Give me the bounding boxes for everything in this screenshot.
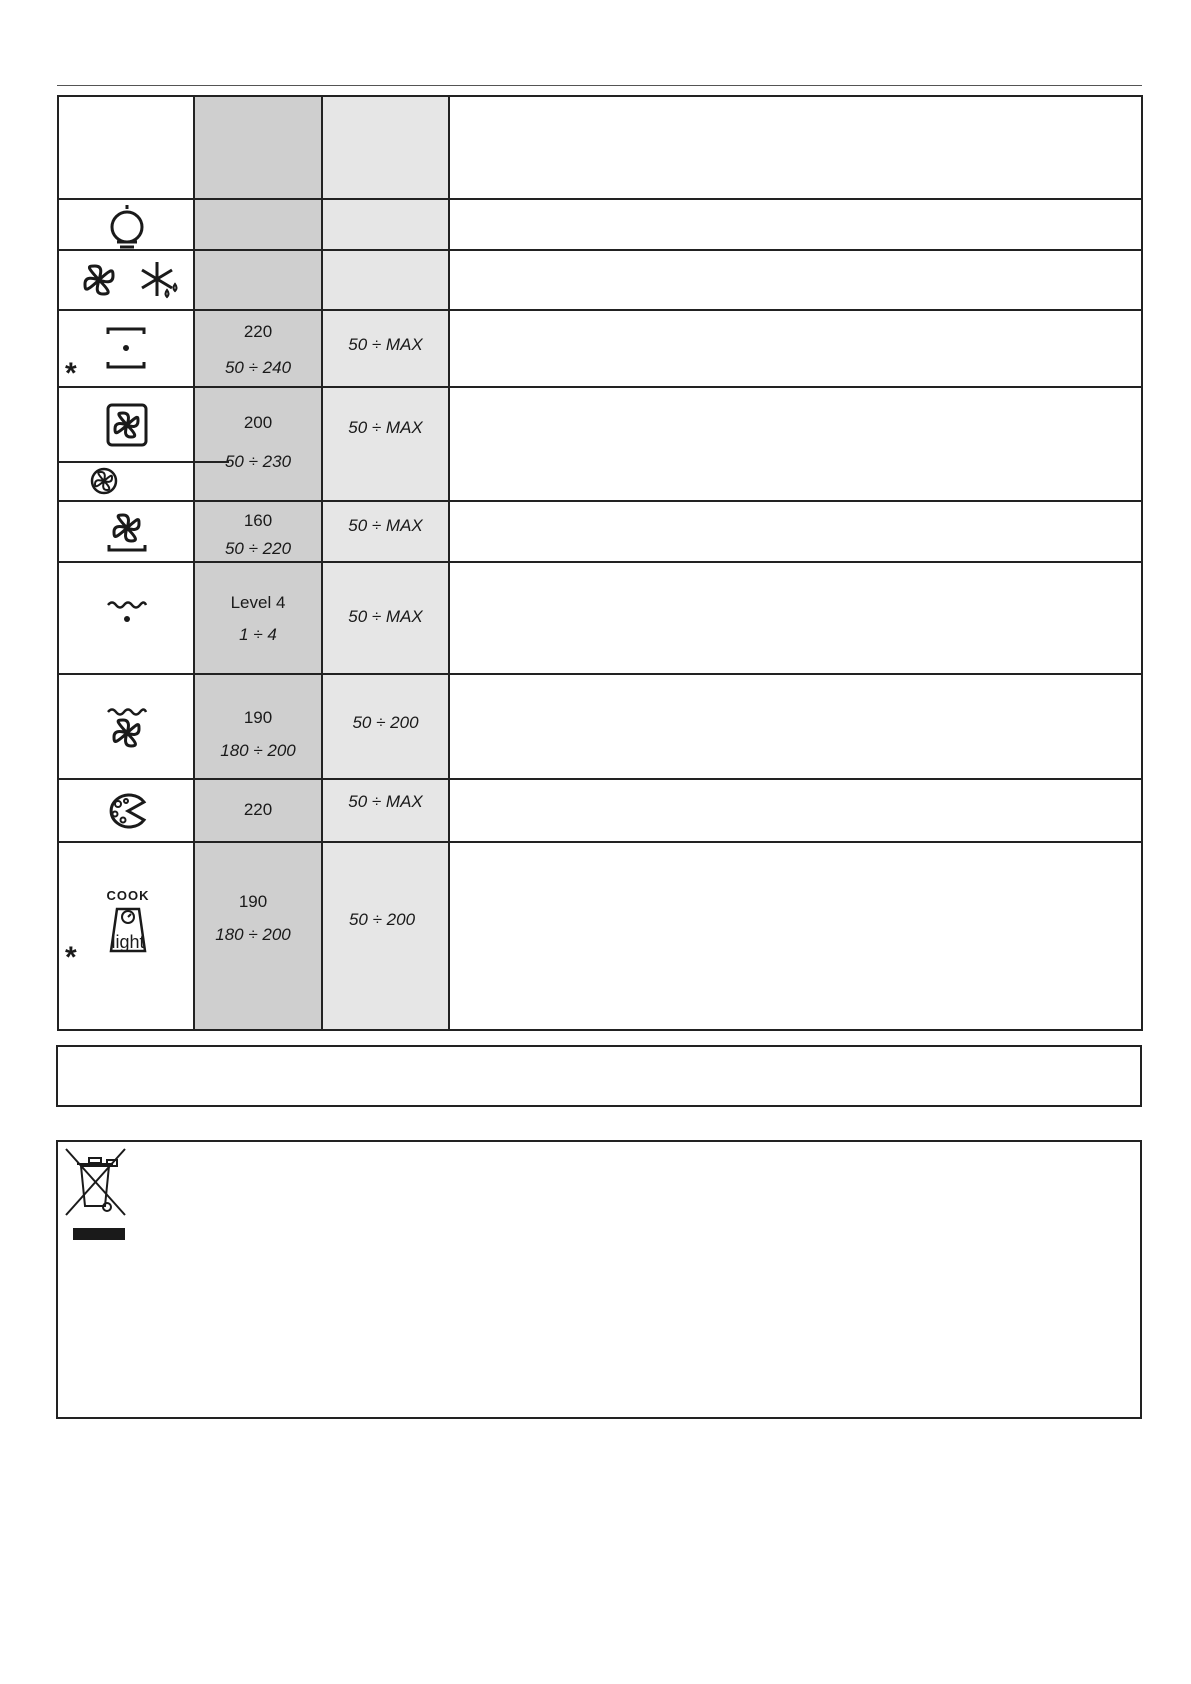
- temp-default: 220: [243, 800, 273, 819]
- temp-default: 200: [243, 413, 273, 432]
- temp-range: 1 ÷ 4: [239, 625, 277, 644]
- asterisk-mark: *: [65, 941, 77, 974]
- fan-grill-icon: [105, 706, 149, 750]
- temp-range: 50 ÷ 220: [224, 539, 292, 558]
- temp-range: 180 ÷ 200: [215, 925, 291, 944]
- temp-default: Level 4: [230, 593, 286, 612]
- grill-icon: [105, 597, 149, 625]
- adjust-range: 50 ÷ MAX: [348, 335, 423, 354]
- adjust-range: 50 ÷ 200: [348, 910, 416, 929]
- defrost-snowflake-icon: [137, 260, 179, 300]
- adjust-range: 50 ÷ MAX: [348, 607, 423, 626]
- pizza-icon: [104, 792, 150, 830]
- asterisk-mark: *: [65, 357, 77, 390]
- cook-label: COOK: [106, 888, 150, 903]
- fan-icon: [83, 263, 115, 297]
- header-rule: [57, 85, 1142, 86]
- adjust-range: 50 ÷ MAX: [348, 516, 423, 535]
- adjust-range: 50 ÷ MAX: [348, 418, 423, 437]
- fan-bottom-heat-icon: [106, 508, 148, 554]
- adjust-range: 50 ÷ MAX: [348, 792, 423, 811]
- temp-default: 220: [243, 322, 273, 341]
- oven-lamp-icon: [105, 203, 149, 249]
- conventional-top-bottom-heat-icon: [105, 325, 147, 371]
- temp-default: 160: [243, 511, 273, 530]
- light-label: light: [111, 932, 145, 952]
- temp-range: 180 ÷ 200: [220, 741, 296, 760]
- note-box: [56, 1045, 1142, 1107]
- temp-default: 190: [243, 708, 273, 727]
- temp-range: 50 ÷ 240: [224, 358, 292, 377]
- adjust-range: 50 ÷ 200: [352, 713, 419, 732]
- fan-forced-ring-heat-icon: [105, 402, 149, 448]
- weee-disposal-box: [56, 1140, 1142, 1419]
- temp-range: 50 ÷ 230: [224, 452, 292, 471]
- crossed-out-wheelie-bin-icon: [63, 1146, 129, 1242]
- temp-default: 190: [238, 892, 268, 911]
- cook-light-icon: [103, 888, 153, 958]
- oven-functions-table: [57, 95, 1143, 1029]
- fan-ring-icon: [89, 466, 119, 496]
- table-frame: [57, 95, 1143, 1031]
